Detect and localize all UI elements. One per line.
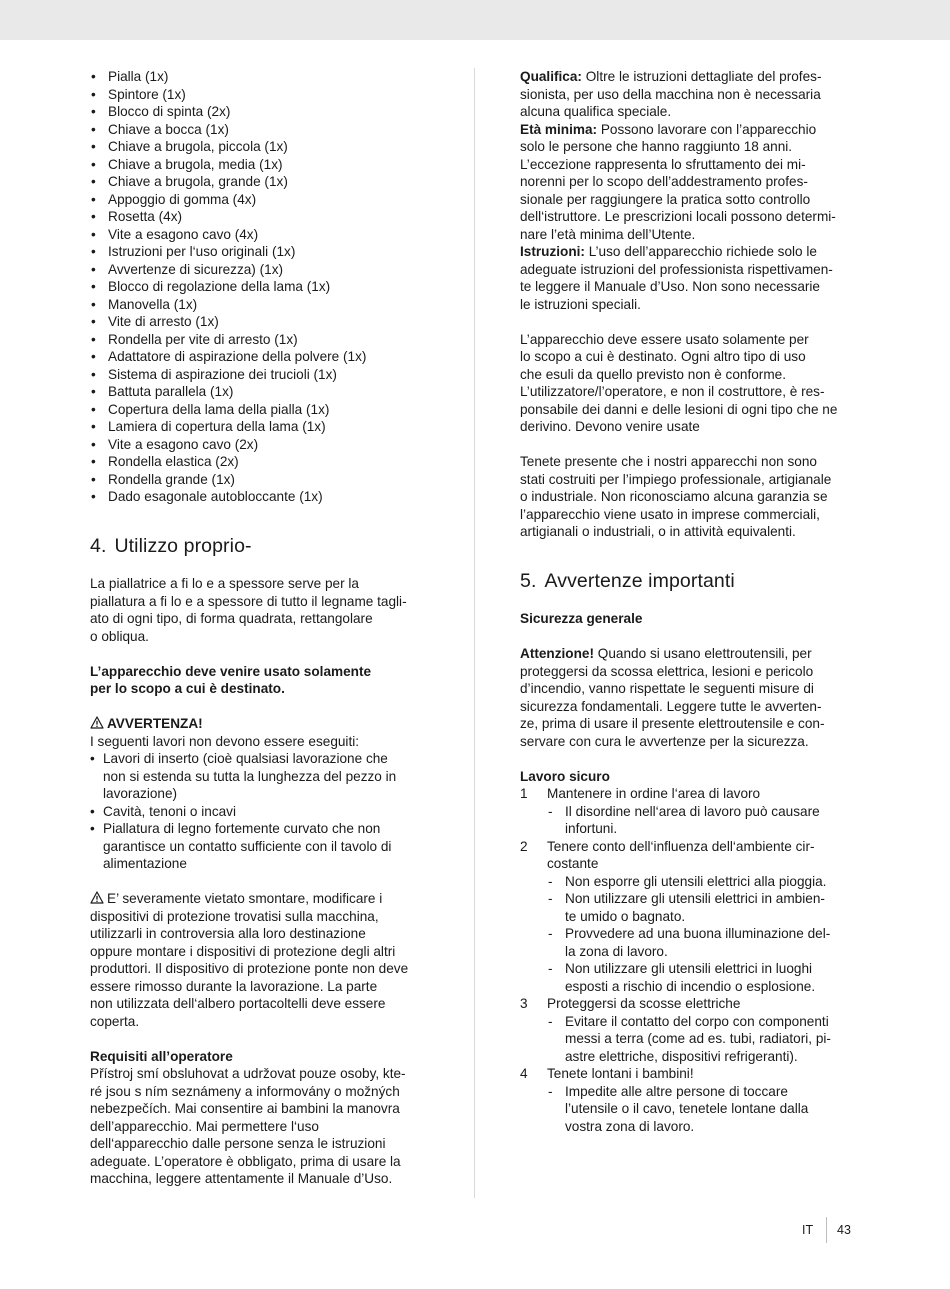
text-line: Tenete lontani i bambini! [547, 1066, 694, 1081]
text-line: messi a terra (come ad es. tubi, radiatori, pi- [565, 1031, 831, 1046]
safety-step [520, 1065, 865, 1135]
text-line: piallatura a fi lo e a spessore di tutto il legname tagli- [90, 593, 407, 609]
text-line: ze, prima di usare il presente elettroutensile e con- [520, 716, 825, 731]
text-line: te leggere il Manuale d’Uso. Non sono necessarie [520, 279, 820, 294]
text-line: le istruzioni speciali. [520, 296, 641, 312]
usage-paragraph [520, 331, 865, 436]
list-item: • Vite a esagono cavo (4x) [90, 226, 435, 244]
warning-list [90, 750, 435, 873]
text-line: adeguate. L’operatore è obbligato, prima di usare la [90, 1153, 401, 1169]
text-line: dell‘istruttore. Le prescrizioni locali possono determi- [520, 209, 836, 224]
text-line: artigianali o industriali, o in attività equivalenti. [520, 524, 796, 539]
text-line: Mantenere in ordine l‘area di lavoro [547, 786, 761, 801]
text-line: ré jsou s ním seznámeny a informovány o možných [90, 1083, 400, 1099]
list-item: • Rondella per vite di arresto (1x) [90, 331, 435, 349]
text-line: sionale per raggiungere la pratica sotto controllo [520, 191, 811, 207]
list-item: • Chiave a bocca (1x) [90, 121, 435, 139]
list-item: • Lamiera di copertura della lama (1x) [90, 418, 435, 436]
general-safety-title: Sicurezza generale [520, 611, 643, 626]
parts-list [90, 68, 435, 506]
text-line: utilizzarli in controversia alla loro destinazione [90, 926, 366, 941]
text-line: alcuna qualifica speciale. [520, 104, 672, 119]
list-item [90, 820, 435, 873]
text-line: Cavità, tenoni o incavi [103, 803, 236, 819]
text-line: Impedite alle altre persone di toccare [565, 1083, 788, 1099]
text-line: dispositivi di protezione trovatisi sulla macchina, [90, 908, 379, 924]
text-line: ato di ogni tipo, di forma quadrata, rettangolare [90, 611, 373, 626]
section-5-heading: 5. Avvertenze importanti [520, 569, 735, 592]
text-line: o obliqua. [90, 628, 149, 644]
step-sub-list [547, 1013, 865, 1066]
text-line: servare con cura le avvertenze per la sicurezza. [520, 733, 809, 749]
text-line: norenni per lo scopo dell’addestramento profes- [520, 174, 808, 189]
list-item [90, 803, 435, 821]
text-line: derivino. Devono venire usate [520, 419, 700, 434]
list-item: • Appoggio di gomma (4x) [90, 191, 435, 209]
text-line: macchina, leggere attentamente il Manuale d’Uso. [90, 1171, 393, 1186]
list-item [547, 803, 865, 838]
text-line: che esuli da quello previsto non è conforme. [520, 366, 786, 382]
left-column [90, 68, 435, 1188]
text-line: stati costruiti per l’impiego professionale, artigianale [520, 471, 832, 487]
text-line: L’eccezione rappresenta lo sfruttamento dei mi- [520, 156, 806, 172]
text-line: nare l’età minima dell’Utente. [520, 226, 696, 242]
list-item: • Adattatore di aspirazione della polvere (1x) [90, 348, 435, 366]
step-title [547, 995, 865, 1013]
step-sub-list [547, 1083, 865, 1136]
safety-step [520, 995, 865, 1065]
text-line: solo le persone che hanno raggiunto 18 anni. [520, 139, 793, 154]
list-item [547, 1083, 865, 1136]
operator-requirements-paragraph [90, 1065, 435, 1188]
list-item: • Rondella grande (1x) [90, 471, 435, 489]
step-number: 1 [520, 786, 528, 801]
text-line: dell’apparecchio. Mai permettere l‘uso [90, 1118, 319, 1134]
list-item: • Chiave a brugola, grande (1x) [90, 173, 435, 191]
text-line: esposti a rischio di incendio o esplosione. [565, 978, 816, 994]
warning-icon [90, 716, 104, 729]
text-line: L’apparecchio deve venire usato solamente [90, 663, 372, 679]
text-line: Lavori di inserto (cioè qualsiasi lavorazione che [103, 751, 388, 766]
text-line: Oltre le istruzioni dettagliate del profes- [581, 69, 822, 84]
list-item: • Vite di arresto (1x) [90, 313, 435, 331]
text-line: produttori. Il dispositivo di protezione ponte non deve [90, 961, 409, 976]
step-sub-list [547, 873, 865, 996]
step-sub-list [547, 803, 865, 838]
list-item: • Copertura della lama della pialla (1x) [90, 401, 435, 419]
text-line: non utilizzata dell‘albero portacoltelli deve essere [90, 996, 386, 1011]
safety-steps-list [520, 785, 865, 1135]
safe-work-title: Lavoro sicuro [520, 768, 610, 784]
attention-paragraph: Attenzione! Quando si usano elettroutensili, per proteggersi da scossa elettrica, lesioni e pericolo d’incendio, vanno rispettate le seguenti misure di sicurezza fondamentali. Leggere tutte le avverten- ze, prima di usare il presente elettroutensile e con- servare con cura le avvertenze per la sicurezza. [520, 646, 825, 749]
text-line: Quando si usano elettroutensili, per [594, 646, 812, 661]
text-line: Piallatura di legno fortemente curvato che non [103, 821, 381, 836]
list-item: • Spintore (1x) [90, 86, 435, 104]
text-line: dell‘apparecchio dalle persone senza le istruzioni [90, 1136, 386, 1151]
text-line: nebezpečích. Mai consentire ai bambini la manovra [90, 1101, 400, 1116]
text-line: costante [547, 856, 599, 871]
list-item [547, 890, 865, 925]
right-column [520, 68, 865, 1135]
text-line: Tenere conto dell‘influenza dell‘ambiente cir- [547, 838, 815, 854]
list-item: • Chiave a brugola, piccola (1x) [90, 138, 435, 156]
text-line: Il disordine nell‘area di lavoro può causare [565, 803, 820, 819]
column-divider [474, 68, 475, 1198]
text-line: per lo scopo a cui è destinato. [90, 681, 285, 696]
text-line: Non utilizzare gli utensili elettrici in ambien- [565, 891, 825, 906]
commercial-use-paragraph [520, 453, 865, 541]
instructions-paragraph: Istruzioni: L’uso dell’apparecchio richiede solo le adeguate istruzioni del professionista rispettivamen- te leggere il Manuale d’Uso. Non sono necessarie le istruzioni speciali. [520, 244, 833, 312]
minimum-age-paragraph: Età minima: Possono lavorare con l’apparecchio solo le persone che hanno raggiunto 18 anni. L’eccezione rappresenta lo sfruttamento dei mi- norenni per lo scopo dell’addestramento profes- sionale per raggiungere la pratica sotto controllo dell‘istruttore. Le prescrizioni locali possono determi- nare l’età minima dell’Utente. [520, 121, 836, 242]
list-item: • Avvertenze di sicurezza) (1x) [90, 261, 435, 279]
list-item [547, 925, 865, 960]
language-code: IT [802, 1223, 814, 1237]
text-line: Evitare il contatto del corpo con componenti [565, 1013, 829, 1029]
list-item: • Rosetta (4x) [90, 208, 435, 226]
step-title [547, 1065, 865, 1083]
list-item: • Blocco di spinta (2x) [90, 103, 435, 121]
qualification-paragraph: Qualifica: Oltre le istruzioni dettagliate del profes- sionista, per uso della macchina non è necessaria alcuna qualifica speciale. [520, 69, 822, 119]
text-line: Possono lavorare con l’apparecchio [597, 121, 817, 137]
text-line: La piallatrice a fi lo e a spessore serve per la [90, 576, 359, 591]
step-title [547, 785, 865, 803]
list-item: • Chiave a brugola, media (1x) [90, 156, 435, 174]
text-line: coperta. [90, 1013, 140, 1029]
safety-step [520, 838, 865, 996]
list-item [547, 1013, 865, 1066]
list-item: • Vite a esagono cavo (2x) [90, 436, 435, 454]
section-4-heading: 4. Utilizzo proprio- [90, 534, 252, 557]
text-line: l’apparecchio viene usato in imprese commerciali, [520, 506, 820, 522]
text-line: lavorazione) [103, 786, 178, 801]
list-item: • Sistema di aspirazione dei trucioli (1x) [90, 366, 435, 384]
text-line: proteggersi da scossa elettrica, lesioni e pericolo [520, 663, 814, 679]
text-line: ponsabile dei danni e delle lesioni di ogni tipo che ne [520, 401, 838, 417]
text-line: Non esporre gli utensili elettrici alla pioggia. [565, 873, 827, 889]
text-line: Non utilizzare gli utensili elettrici in luoghi [565, 961, 813, 976]
text-line: lo scopo a cui è destinato. Ogni altro tipo di uso [520, 349, 806, 364]
text-line: adeguate istruzioni del professionista rispettivamen- [520, 261, 833, 277]
intended-use-paragraph [90, 575, 435, 645]
prohibition-paragraph [90, 890, 435, 1030]
text-line: Přístroj smí obsluhovat a udržovat pouze osoby, kte- [90, 1066, 406, 1081]
text-line: sicurezza fondamentali. Leggere tutte le avverten- [520, 698, 822, 714]
list-item: • Battuta parallela (1x) [90, 383, 435, 401]
footer-separator [826, 1217, 827, 1243]
intended-use-emphasis [90, 663, 435, 698]
page-number: 43 [837, 1223, 851, 1237]
text-line: Tenete presente che i nostri apparecchi non sono [520, 454, 817, 469]
text-line: non si estenda su tutta la lunghezza del pezzo in [103, 768, 397, 784]
text-line: Provvedere ad una buona illuminazione del- [565, 926, 831, 941]
text-line: garantisce un contatto sufficiente con il tavolo di [103, 838, 392, 854]
text-line: d’incendio, vanno rispettate le seguenti misure di [520, 681, 814, 696]
text-line: oppure montare i dispositivi di protezione degli altri [90, 943, 396, 959]
list-item: • Manovella (1x) [90, 296, 435, 314]
text-line: astre elettriche, dispositivi refrigeranti). [565, 1048, 798, 1064]
text-line: L’utilizzatore/l’operatore, e non il costruttore, è res- [520, 384, 825, 399]
warning-title: AVVERTENZA! [90, 715, 435, 733]
warning-icon [90, 891, 104, 904]
top-header-bar [0, 0, 950, 40]
text-line: sionista, per uso della macchina non è necessaria [520, 86, 821, 102]
text-line: vostra zona di lavoro. [565, 1118, 695, 1134]
step-title [547, 838, 865, 873]
list-item [547, 873, 865, 891]
text-line: L’uso dell’apparecchio richiede solo le [584, 244, 817, 259]
text-line: alimentazione [103, 856, 187, 871]
warning-intro: I seguenti lavori non devono essere eseguiti: [90, 733, 360, 749]
text-line: infortuni. [565, 821, 618, 836]
list-item [90, 750, 435, 803]
safety-step [520, 785, 865, 838]
text-line: essere rimosso durante la lavorazione. La parte [90, 978, 378, 994]
text-line: o industriale. Non riconosciamo alcuna garanzia se [520, 489, 828, 504]
text-line: L’apparecchio deve essere usato solamente per [520, 331, 809, 347]
step-number: 2 [520, 838, 528, 854]
operator-requirements-title: Requisiti all’operatore [90, 1048, 233, 1064]
step-number: 3 [520, 996, 528, 1011]
text-line: te umido o bagnato. [565, 908, 686, 924]
list-item: • Rondella elastica (2x) [90, 453, 435, 471]
list-item: • Blocco di regolazione della lama (1x) [90, 278, 435, 296]
list-item: • Pialla (1x) [90, 68, 435, 86]
step-number: 4 [520, 1066, 528, 1081]
text-line: la zona di lavoro. [565, 943, 668, 959]
text-line: E’ severamente vietato smontare, modificare i [107, 891, 383, 906]
text-line: Proteggersi da scosse elettriche [547, 996, 741, 1011]
list-item [547, 960, 865, 995]
list-item: • Istruzioni per l‘uso originali (1x) [90, 243, 435, 261]
list-item: • Dado esagonale autobloccante (1x) [90, 488, 435, 506]
text-line: l’utensile o il cavo, tenetele lontane dalla [565, 1101, 809, 1116]
